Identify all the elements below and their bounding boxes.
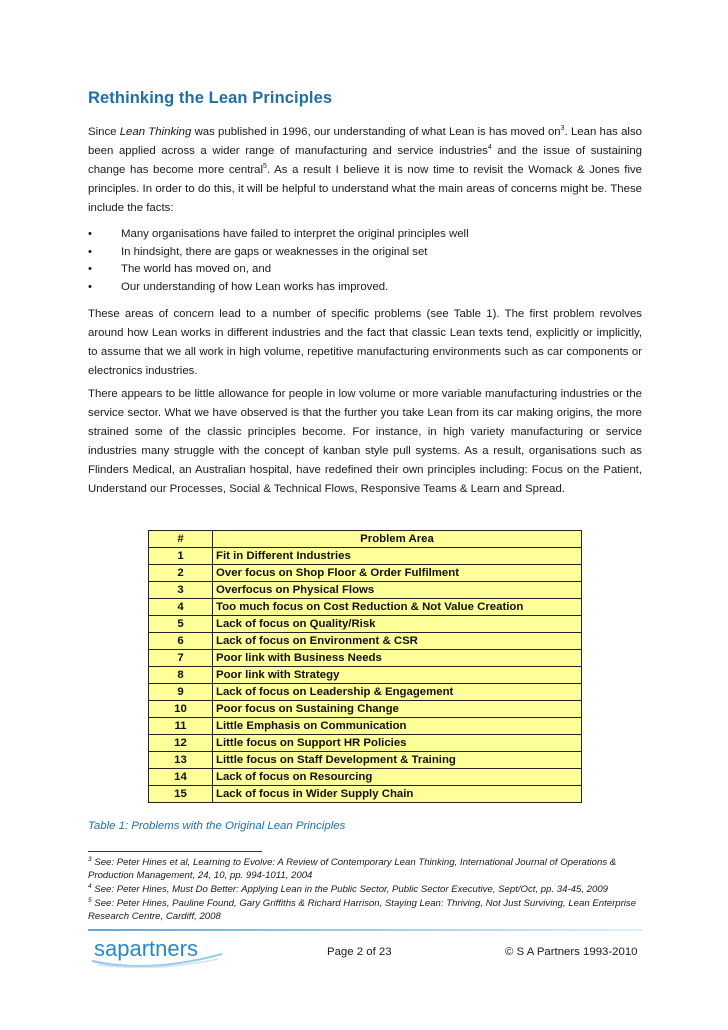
problem-area-table xyxy=(148,530,582,803)
footer-divider xyxy=(88,929,642,931)
footnote-ref-5: 5 xyxy=(263,163,267,171)
table-row xyxy=(149,786,582,803)
table-row xyxy=(149,684,582,701)
bullet-dot-icon: • xyxy=(88,228,92,240)
table-body xyxy=(149,548,582,803)
svg-text:sapartners: sapartners xyxy=(94,936,198,961)
intro-text-2: was published in 1996, our understanding of what Lean is has moved on xyxy=(191,126,561,138)
intro-paragraph xyxy=(88,123,642,218)
table-row xyxy=(149,650,582,667)
row-number: 11 xyxy=(149,718,213,735)
row-number: 9 xyxy=(149,684,213,701)
intro-italic-title: Lean Thinking xyxy=(119,126,192,138)
row-problem-area: Poor link with Business Needs xyxy=(213,650,582,667)
row-number: 3 xyxy=(149,582,213,599)
intro-text-3: . Lean has also been applied across a wider range of manufacturing and service industries xyxy=(88,126,642,157)
bullet-list xyxy=(88,226,642,296)
intro-text-5: . As a result I believe it is now time to revisit the Womack & Jones five principles. In order to do this, it will be helpful to understand what the main areas of concerns might be. These include the facts: xyxy=(88,164,643,214)
row-number: 10 xyxy=(149,701,213,718)
bullet-dot-icon: • xyxy=(88,280,92,293)
row-number: 13 xyxy=(149,752,213,769)
row-number: 15 xyxy=(149,786,213,803)
footnote-4: $^4$ See: Peter Hines, Must Do Better: Applying Lean in the Public Sector, Public Sector Executive, Sept/Oct, pp. 34-45, 2009 xyxy=(88,882,609,895)
table-row xyxy=(149,735,582,752)
page-number: Page 2 of 23 xyxy=(327,946,392,958)
bullet-dot-icon: • xyxy=(88,263,92,275)
table-row xyxy=(149,633,582,650)
table-row xyxy=(149,718,582,735)
row-number: 6 xyxy=(149,633,213,650)
intro-text-1: Since xyxy=(88,126,120,138)
header-number: # xyxy=(149,531,213,548)
row-problem-area: Little focus on Support HR Policies xyxy=(213,735,582,752)
row-problem-area: Over focus on Shop Floor & Order Fulfilment xyxy=(213,565,582,582)
table-row xyxy=(149,616,582,633)
row-number: 2 xyxy=(149,565,213,582)
footnote-ref-4: 4 xyxy=(487,144,492,152)
row-problem-area: Fit in Different Industries xyxy=(213,548,582,565)
table-row xyxy=(149,769,582,786)
intro-text-4: and the issue of sustaining change has become more central xyxy=(88,145,642,176)
row-number: 12 xyxy=(149,735,213,752)
row-problem-area: Poor focus on Sustaining Change xyxy=(213,701,582,718)
footnote-ref-3: 3 xyxy=(560,125,565,133)
table-header-row xyxy=(149,531,582,548)
header-problem-area: Problem Area xyxy=(213,531,582,548)
footnotes xyxy=(88,856,648,924)
row-problem-area: Overfocus on Physical Flows xyxy=(213,582,582,599)
row-problem-area: Lack of focus on Leadership & Engagement xyxy=(213,684,582,701)
row-problem-area: Poor link with Strategy xyxy=(213,667,582,684)
row-problem-area: Too much focus on Cost Reduction & Not Value Creation xyxy=(213,599,582,616)
table-row xyxy=(149,599,582,616)
row-problem-area: Lack of focus on Quality/Risk xyxy=(213,616,582,633)
table-row xyxy=(149,548,582,565)
row-number: 4 xyxy=(149,599,213,616)
sapartners-logo xyxy=(88,934,228,970)
row-problem-area: Lack of focus on Resourcing xyxy=(213,769,582,786)
row-number: 14 xyxy=(149,769,213,786)
footnote-5: $^5$ See: Peter Hines, Pauline Found, Gary Griffiths & Richard Harrison, Staying Lean: Thriving, Not Just Surviving, Lean Enterprise Research Centre, Cardiff, 2008 xyxy=(88,896,637,922)
row-number: 7 xyxy=(149,650,213,667)
bullet-item: • Many organisations have failed to interpret the original principles well xyxy=(88,226,642,244)
table-row xyxy=(149,752,582,769)
table-caption: Table 1: Problems with the Original Lean Principles xyxy=(88,820,346,832)
table-row xyxy=(149,701,582,718)
bullet-dot-icon: • xyxy=(88,245,92,258)
copyright-notice: © S A Partners 1993-2010 xyxy=(505,946,638,958)
section-heading: Rethinking the Lean Principles xyxy=(88,89,333,107)
bullet-item: • In hindsight, there are gaps or weaknesses in the original set xyxy=(88,244,642,262)
row-number: 1 xyxy=(149,548,213,565)
row-number: 8 xyxy=(149,667,213,684)
problems-paragraph: These areas of concern lead to a number of specific problems (see Table 1). The first problem revolves around how Lean works in different industries and the fact that classic Lean texts tend, explicitly or implicitly, to assume that we all work in high volume, repetitive manufacturing environments such as car components or electronics industries. xyxy=(88,308,642,377)
table-row xyxy=(149,565,582,582)
table-row xyxy=(149,667,582,684)
row-problem-area: Little focus on Staff Development & Training xyxy=(213,752,582,769)
row-number: 5 xyxy=(149,616,213,633)
footnote-3: $^3$ See: Peter Hines et al, Learning to Evolve: A Review of Contemporary Lean Thinking, International Journal of Operations & Production Management, 24, 10, pp. 994-1011, 2004 xyxy=(88,855,617,881)
row-problem-area: Little Emphasis on Communication xyxy=(213,718,582,735)
table-row xyxy=(149,582,582,599)
row-problem-area: Lack of focus on Environment & CSR xyxy=(213,633,582,650)
footnote-separator xyxy=(88,851,262,852)
row-problem-area: Lack of focus in Wider Supply Chain xyxy=(213,786,582,803)
bullet-item: • The world has moved on, and xyxy=(88,261,642,279)
variability-paragraph: There appears to be little allowance for people in low volume or more variable manufacturing industries or the service sector. What we have observed is that the further you take Lean from its car making origins, the more strained some of the classic principles become. For instance, in high variety manufacturing or service industries many struggle with the concept of kanban style pull systems. As a result, organisations such as Flinders Medical, an Australian hospital, have redefined their own principles including: Focus on the Patient, Understand our Processes, Social & Technical Flows, Responsive Teams & Learn and Spread. xyxy=(88,388,642,495)
bullet-item: • Our understanding of how Lean works has improved. xyxy=(88,279,642,297)
